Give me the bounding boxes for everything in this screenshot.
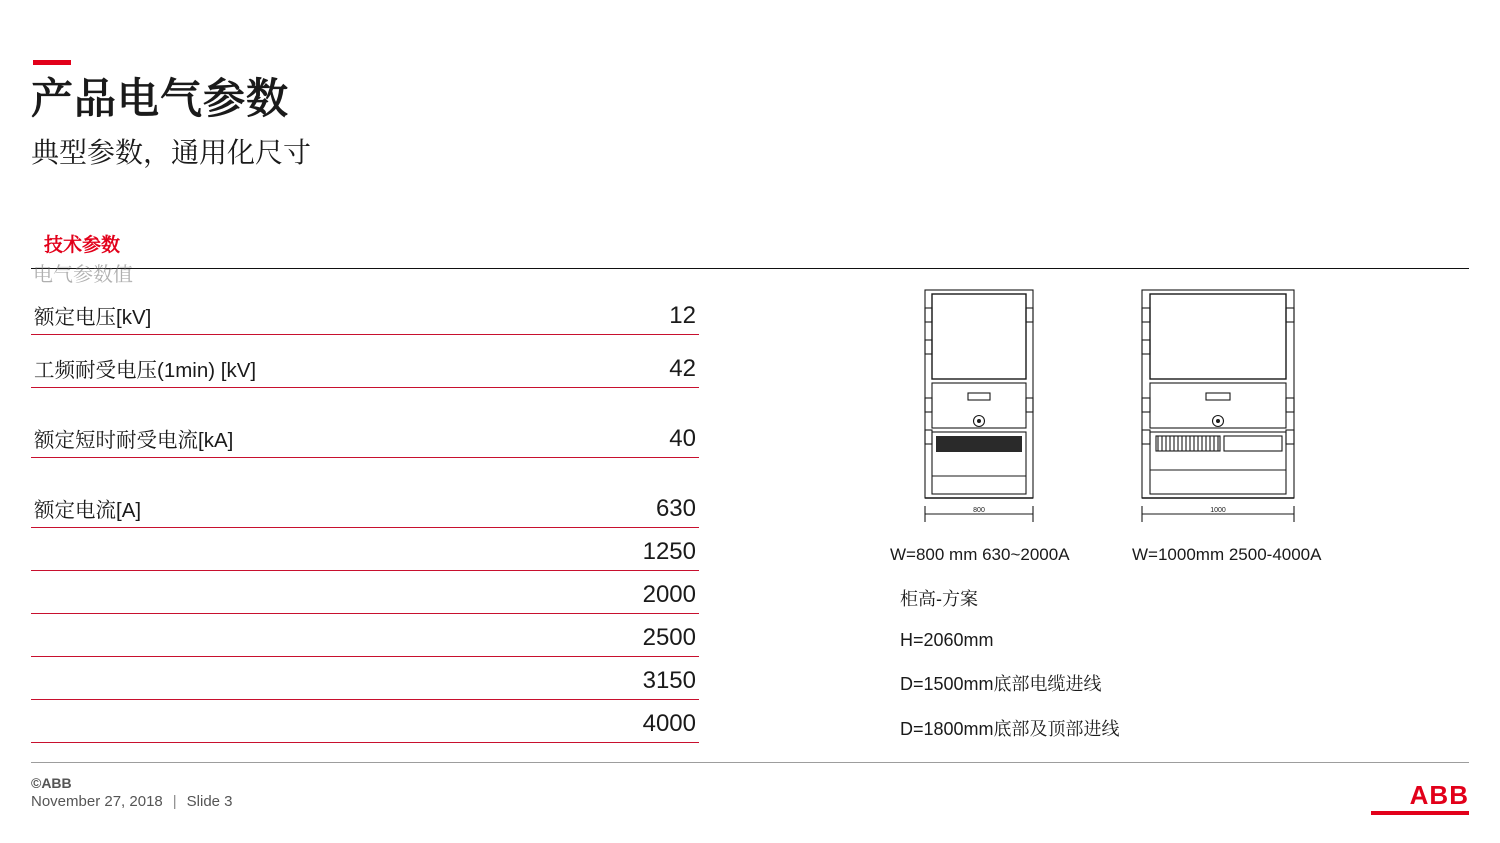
table-row	[31, 571, 699, 614]
page-title: 产品电气参数	[31, 75, 290, 122]
param-label: 工频耐受电压(1min) [kV]	[34, 359, 257, 382]
table-ghost-header	[31, 264, 699, 286]
cabinet-800-svg	[880, 280, 1090, 535]
param-value: 3150	[642, 667, 696, 694]
note-item: D=1800mm底部及顶部进线	[900, 719, 1120, 739]
note-item: 柜高-方案	[900, 589, 978, 609]
table-ghost-header-label: 电气参数值	[33, 264, 133, 286]
cabinet-drawing-800	[880, 280, 1090, 535]
note-item: H=2060mm	[900, 630, 994, 650]
title-accent-bar	[33, 60, 71, 65]
param-value: 1250	[642, 538, 696, 565]
page-subtitle: 典型参数，通用化尺寸	[31, 137, 312, 168]
abb-logo-bar	[1371, 811, 1469, 815]
cabinet-1000-caption: W=1000mm 2500-4000A	[1132, 545, 1322, 564]
cabinet-1000-dim-label: 1000	[1210, 507, 1226, 514]
note-item: D=1500mm底部电缆进线	[900, 674, 1102, 694]
footer-meta	[31, 793, 233, 810]
param-value: 40	[669, 425, 696, 452]
param-label: 额定电压[kV]	[34, 306, 152, 329]
param-label: 额定短时耐受电流[kA]	[34, 429, 234, 452]
abb-logo-text: ABB	[1409, 780, 1469, 810]
footer-copyright: ©ABB	[31, 775, 72, 791]
table-row	[31, 657, 699, 700]
table-row	[31, 458, 699, 528]
param-label: 额定电流[A]	[34, 499, 142, 522]
footer-date: November 27, 2018	[31, 793, 163, 810]
cabinet-800-dim-label: 800	[973, 507, 985, 514]
technical-parameters-table	[31, 264, 699, 743]
param-value: 12	[669, 302, 696, 329]
param-value: 630	[655, 495, 696, 522]
section-label: 技术参数	[44, 235, 121, 256]
cabinet-800-caption: W=800 mm 630~2000A	[890, 545, 1070, 564]
param-value: 2500	[642, 624, 696, 651]
footer-slide-number: Slide 3	[186, 793, 233, 810]
footer-separator: |	[172, 793, 177, 810]
cabinet-drawing-1000	[1110, 280, 1340, 535]
param-value: 4000	[642, 710, 696, 737]
footer-divider	[31, 762, 1469, 763]
table-row	[31, 700, 699, 743]
table-row	[31, 614, 699, 657]
table-row	[31, 388, 699, 458]
table-row	[31, 528, 699, 571]
cabinet-notes-list	[900, 585, 1120, 760]
param-value: 42	[669, 355, 696, 382]
table-row	[31, 282, 699, 335]
cabinet-1000-svg	[1110, 280, 1340, 535]
table-row	[31, 335, 699, 388]
param-value: 2000	[642, 581, 696, 608]
abb-logo	[1371, 782, 1469, 815]
